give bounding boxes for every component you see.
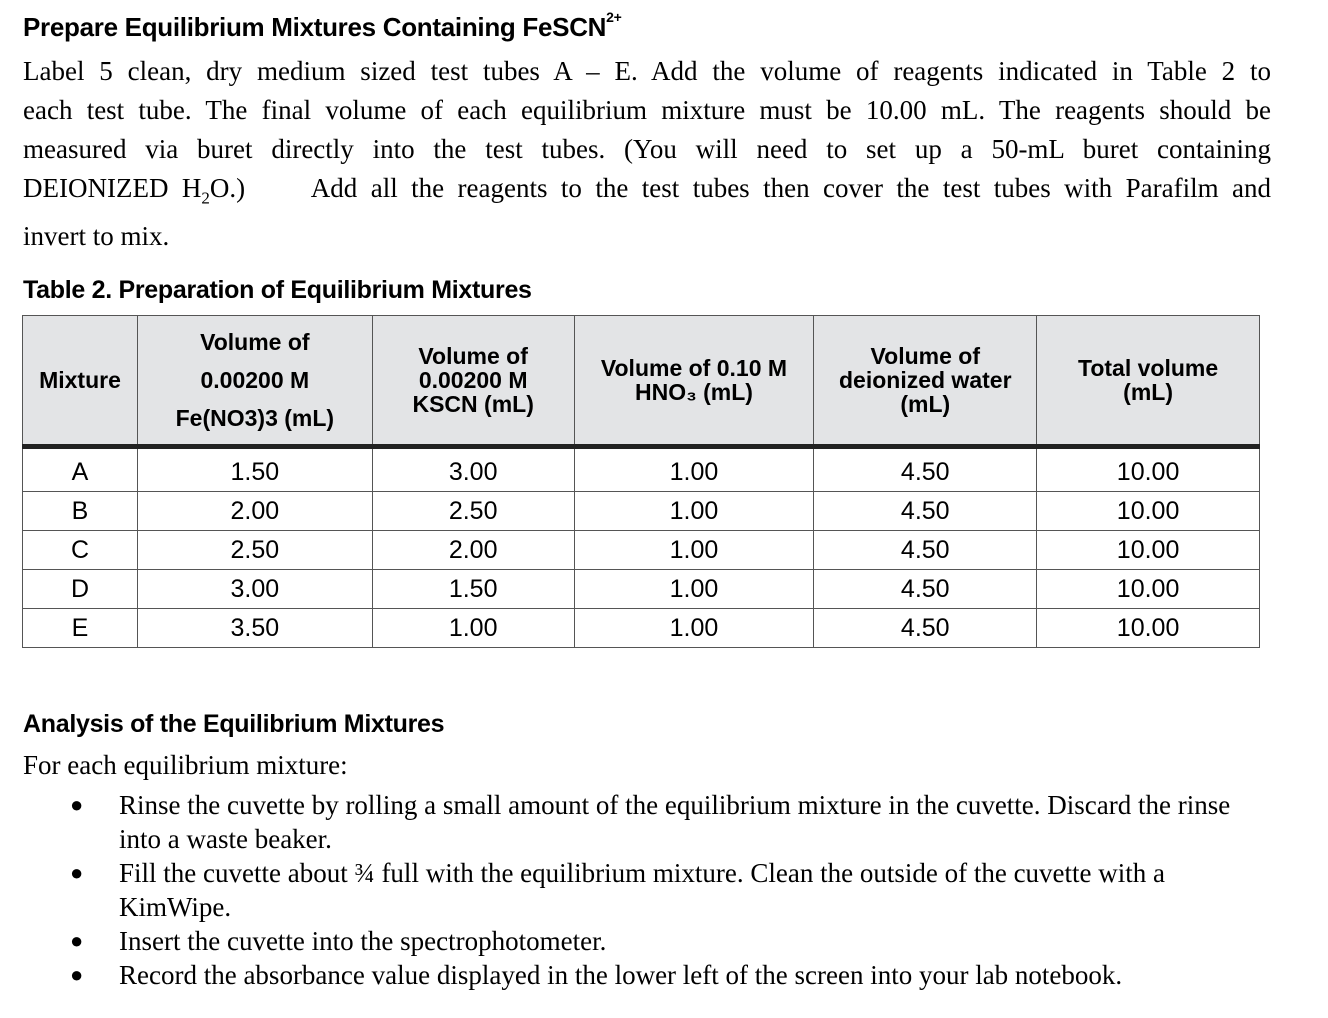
cell-mixture: E <box>23 609 138 648</box>
section-title-analysis: Analysis of the Equilibrium Mixtures <box>23 710 445 738</box>
cell-fe: 3.00 <box>137 570 372 609</box>
cell-fe: 1.50 <box>137 447 372 492</box>
cell-fe: 2.50 <box>137 531 372 570</box>
step-text: Rinse the cuvette by rolling a small amount of the equilibrium mixture in the cuvette. Discard the rinse into a waste beaker. <box>119 790 1231 854</box>
intro-line: each test tube. The final volume of each equilibrium mixture must be 10.00 mL. The reagents should be <box>23 95 1271 125</box>
step-text: Insert the cuvette into the spectrophotometer. <box>119 926 607 956</box>
cell-mixture: C <box>23 531 138 570</box>
cell-kscn: 2.00 <box>372 531 574 570</box>
cell-water: 4.50 <box>814 447 1037 492</box>
cell-mixture: A <box>23 447 138 492</box>
table-row <box>23 609 1260 648</box>
table-row <box>23 492 1260 531</box>
step-text: Fill the cuvette about ¾ full with the equilibrium mixture. Clean the outside of the cuvette with a KimWipe. <box>119 858 1166 922</box>
table-header-row <box>23 316 1260 447</box>
intro-line: measured via buret directly into the test tubes. (You will need to set up a 50-mL buret containing <box>23 134 1271 164</box>
cell-hno3: 1.00 <box>574 531 814 570</box>
cell-kscn: 3.00 <box>372 447 574 492</box>
table-row <box>23 447 1260 492</box>
section-title-prepare: Prepare Equilibrium Mixtures Containing FeSCN$^{2+}$ <box>23 9 622 42</box>
analysis-steps-list <box>0 788 1300 992</box>
analysis-intro: For each equilibrium mixture: <box>23 750 348 780</box>
table-row <box>23 570 1260 609</box>
cell-mixture: D <box>23 570 138 609</box>
list-item <box>0 924 1300 958</box>
intro-line-4: DEIONIZED $H_2O$.) Add all the reagents to the test tubes then cover the test tubes with Parafilm and <box>23 173 1271 208</box>
cell-water: 4.50 <box>814 609 1037 648</box>
cell-kscn: 1.50 <box>372 570 574 609</box>
cell-water: 4.50 <box>814 492 1037 531</box>
cell-hno3: 1.00 <box>574 492 814 531</box>
header-water-volume: Volume of deionized water (mL) <box>814 316 1037 447</box>
bullet-icon: ● <box>70 792 84 817</box>
intro-line: Label 5 clean, dry medium sized test tubes A – E. Add the volume of reagents indicated in Table 2 to <box>23 56 1271 86</box>
header-fe-volume: Volume of 0.00200 M Fe(NO3)3 (mL) <box>137 316 372 447</box>
cell-mixture: B <box>23 492 138 531</box>
bullet-icon: ● <box>70 928 84 953</box>
cell-water: 4.50 <box>814 570 1037 609</box>
header-kscn-volume: Volume of 0.00200 M KSCN (mL) <box>372 316 574 447</box>
cell-total: 10.00 <box>1037 570 1260 609</box>
cell-fe: 2.00 <box>137 492 372 531</box>
intro-paragraph <box>23 52 1271 256</box>
cell-total: 10.00 <box>1037 447 1260 492</box>
header-total-volume: Total volume (mL) <box>1037 316 1260 447</box>
cell-fe: 3.50 <box>137 609 372 648</box>
list-item <box>0 958 1300 992</box>
table-caption: Table 2. Preparation of Equilibrium Mixtures <box>23 276 532 304</box>
bullet-icon: ● <box>70 962 84 987</box>
equilibrium-mixtures-table <box>22 315 1260 648</box>
header-hno3-volume: Volume of 0.10 M HNO₃ (mL) <box>574 316 814 447</box>
list-item <box>0 856 1300 924</box>
cell-total: 10.00 <box>1037 609 1260 648</box>
cell-total: 10.00 <box>1037 492 1260 531</box>
cell-hno3: 1.00 <box>574 570 814 609</box>
list-item <box>0 788 1300 856</box>
cell-hno3: 1.00 <box>574 609 814 648</box>
intro-line: invert to mix. <box>23 221 170 252</box>
cell-kscn: 1.00 <box>372 609 574 648</box>
table-row <box>23 531 1260 570</box>
cell-hno3: 1.00 <box>574 447 814 492</box>
cell-total: 10.00 <box>1037 531 1260 570</box>
step-text: Record the absorbance value displayed in the lower left of the screen into your lab notebook. <box>119 960 1123 990</box>
bullet-icon: ● <box>70 860 84 885</box>
cell-kscn: 2.50 <box>372 492 574 531</box>
header-mixture: Mixture <box>23 316 138 447</box>
cell-water: 4.50 <box>814 531 1037 570</box>
